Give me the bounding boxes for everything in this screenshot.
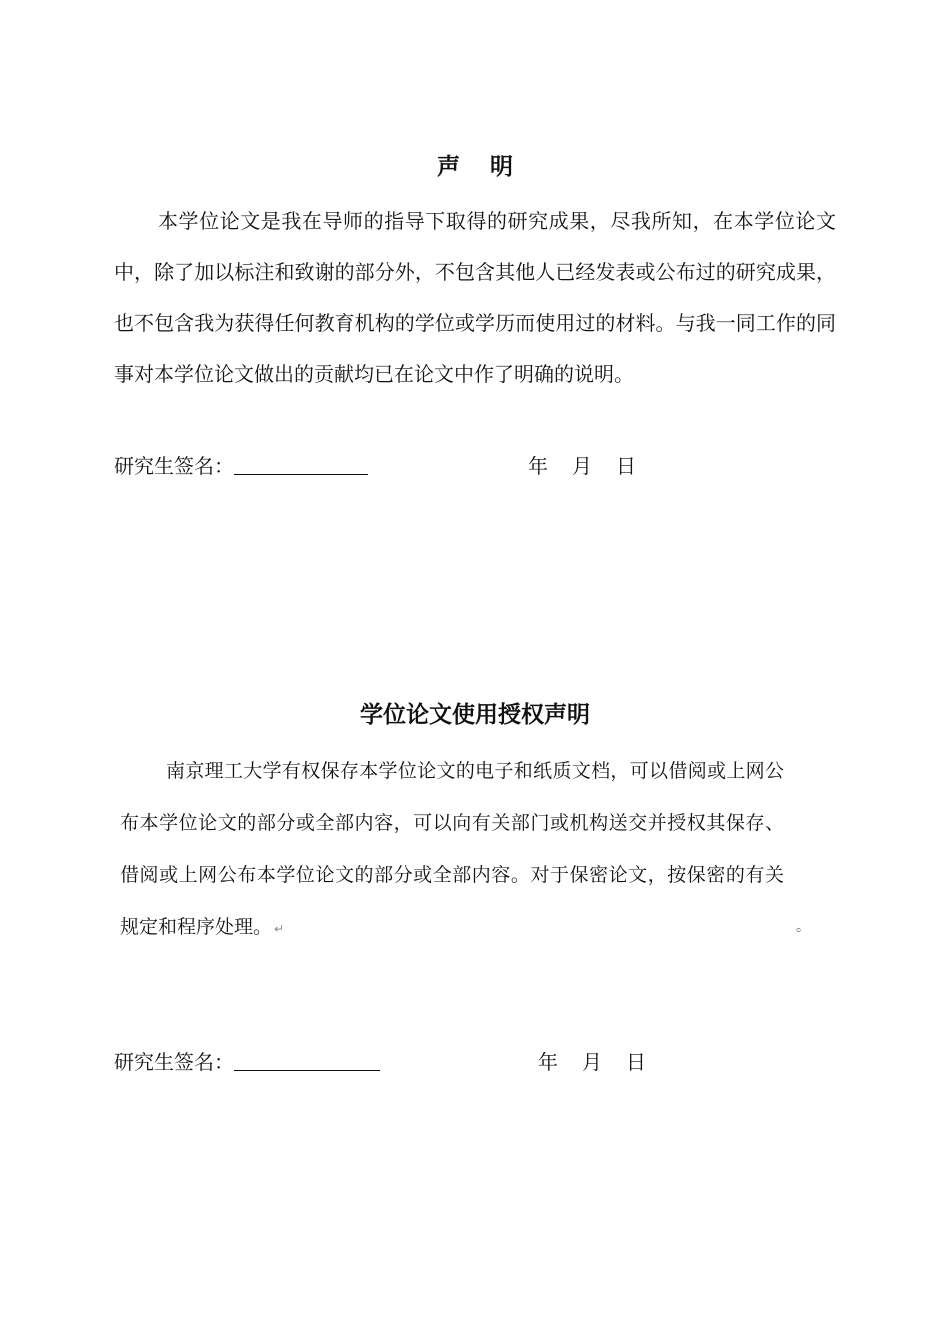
date-year-label: 年	[538, 1050, 558, 1074]
date-day-label: 日	[626, 1050, 646, 1074]
signature-line	[234, 1048, 380, 1071]
signature-label: 研究生签名：	[114, 454, 234, 478]
declaration-title-part1: 声	[437, 154, 460, 180]
authorization-body	[120, 745, 784, 955]
declaration-title-part2: 明	[490, 154, 513, 180]
stray-punctuation: 。	[796, 919, 810, 935]
authorization-signature-row	[114, 1046, 646, 1076]
date-month-label: 月	[572, 454, 592, 478]
authorization-title: 学位论文使用授权声明	[360, 702, 590, 728]
date-day-label: 日	[616, 454, 636, 478]
declaration-title	[0, 148, 950, 181]
signature-line	[234, 452, 368, 475]
authorization-body-text: 南京理工大学有权保存本学位论文的电子和纸质文档，可以借阅或上网公布本学位论文的部分或全部内容，可以向有关部门或机构送交并授权其保存、借阅或上网公布本学位论文的部分或全部内容。对于保密论文，按保密的有关规定和程序处理。	[120, 760, 784, 938]
declaration-body: 本学位论文是我在导师的指导下取得的研究成果，尽我所知，在本学位论文中，除了加以标注和致谢的部分外，不包含其他人已经发表或公布过的研究成果，也不包含我为获得任何教育机构的学位或学历而使用过的材料。与我一同工作的同事对本学位论文做出的贡献均已在论文中作了明确的说明。	[114, 209, 836, 386]
signature-date	[538, 1046, 646, 1075]
signature-label: 研究生签名：	[114, 1050, 234, 1074]
date-month-label: 月	[582, 1050, 602, 1074]
paragraph-mark-icon: ↵	[274, 922, 285, 936]
date-year-label: 年	[528, 454, 548, 478]
signature-date	[528, 450, 636, 479]
declaration-signature-row	[114, 450, 636, 480]
